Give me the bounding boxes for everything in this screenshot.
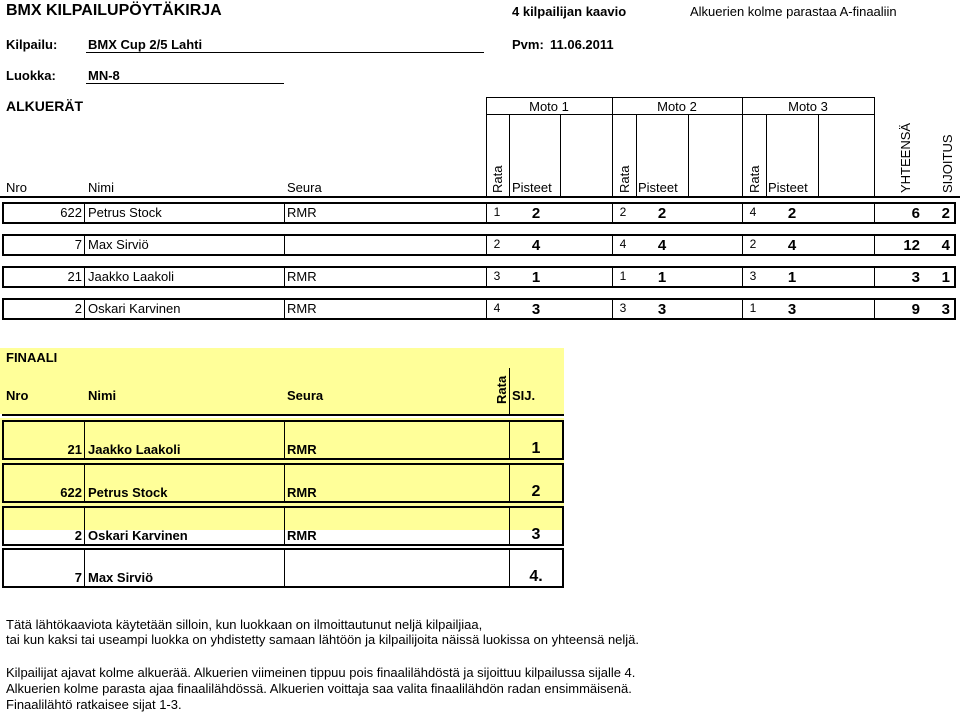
moto1-label: Moto 1 [529, 99, 569, 114]
final-place: 1 [531, 440, 541, 457]
heat-name: Oskari Karvinen [88, 301, 181, 316]
moto-top-border [486, 97, 874, 98]
heat-points-2: 2 [657, 205, 667, 222]
heat-club: RMR [287, 301, 317, 316]
heat-lane-3: 3 [749, 269, 757, 283]
col-points-moto2: Pisteet [638, 180, 678, 195]
heat-row-divider [284, 234, 285, 256]
heat-nro: 622 [60, 205, 82, 220]
final-rule-note: Alkuerien kolme parastaa A-finaaliin [690, 4, 897, 19]
heat-rank: 2 [941, 205, 950, 222]
final-row-box [2, 506, 564, 546]
col-name: Nimi [88, 180, 114, 195]
heat-lane-3: 2 [749, 237, 757, 251]
heat-nro: 7 [74, 237, 82, 252]
final-col-lane: Rata [494, 375, 509, 404]
moto-label-divider [486, 114, 874, 115]
final-club: RMR [287, 528, 317, 543]
final-col-place: SIJ. [512, 388, 536, 403]
final-row-divider [84, 420, 85, 460]
note-5: Finaalilähtö ratkaisee sijat 1-3. [6, 697, 182, 712]
competition-value: BMX Cup 2/5 Lahti [88, 37, 203, 52]
col-lane-moto2: Rata [617, 165, 632, 193]
heat-row-divider [284, 266, 285, 288]
heat-row-divider [284, 298, 285, 320]
final-nro: 622 [60, 485, 82, 500]
final-nro: 21 [67, 442, 82, 457]
vline-moto3-lane [766, 114, 767, 196]
heat-lane-3: 4 [749, 205, 757, 219]
heat-lane-2: 4 [619, 237, 627, 251]
col-total: YHTEENSÄ [898, 122, 913, 193]
vline-moto3-sub [818, 114, 819, 196]
heat-lane-2: 2 [619, 205, 627, 219]
competition-label: Kilpailu: [6, 37, 58, 52]
heats-header-border [0, 196, 960, 198]
final-title: FINAALI [6, 350, 58, 365]
note-2: tai kun kaksi tai useampi luokka on yhdistetty samaan lähtöön ja kilpailijoita näissä luokissa on yhteensä neljä. [6, 632, 640, 647]
vline-moto2-sub [688, 114, 689, 196]
vline-moto1-lane [509, 114, 510, 196]
final-club: RMR [287, 442, 317, 457]
col-lane-moto1: Rata [490, 165, 505, 193]
final-row-divider [509, 420, 510, 460]
final-name: Oskari Karvinen [88, 528, 188, 543]
heat-points-3: 1 [787, 269, 797, 286]
final-col-nro: Nro [6, 388, 29, 403]
date-value: 11.06.2011 [550, 37, 614, 52]
col-club: Seura [287, 180, 322, 195]
heat-row-divider [84, 202, 85, 224]
heat-row-divider [874, 298, 875, 320]
final-place: 2 [531, 483, 541, 500]
note-4: Alkuerien kolme parasta ajaa finaalilähdössä. Alkuerien voittaja saa valita finaalilähdön radan ensimmäisenä. [6, 681, 632, 696]
moto2-label: Moto 2 [657, 99, 697, 114]
col-points-moto3: Pisteet [768, 180, 808, 195]
heat-row-divider [874, 266, 875, 288]
class-label: Luokka: [6, 68, 56, 83]
heat-club: RMR [287, 205, 317, 220]
col-rank: SIJOITUS [940, 134, 955, 193]
final-row-divider [509, 463, 510, 503]
heat-row-divider [84, 298, 85, 320]
heat-nro: 2 [74, 301, 82, 316]
col-nro: Nro [6, 180, 27, 195]
heat-points-1: 2 [531, 205, 541, 222]
bracket-type: 4 kilpailijan kaavio [512, 4, 627, 19]
final-header-border [2, 414, 564, 416]
heat-total: 12 [903, 237, 920, 254]
heat-row-divider [84, 266, 85, 288]
vline-moto3-right [874, 97, 875, 196]
final-nro: 2 [74, 528, 82, 543]
heat-points-1: 4 [531, 237, 541, 254]
heat-name: Petrus Stock [88, 205, 162, 220]
heat-club: RMR [287, 269, 317, 284]
final-lane-vline [509, 368, 510, 414]
competition-underline [86, 52, 484, 53]
final-row-divider [84, 506, 85, 546]
heat-name: Max Sirviö [88, 237, 149, 252]
heat-lane-3: 1 [749, 301, 757, 315]
final-row-divider [284, 420, 285, 460]
heat-lane-1: 4 [493, 301, 501, 315]
heat-points-2: 3 [657, 301, 667, 318]
final-col-name: Nimi [88, 388, 117, 403]
heat-row-divider [84, 234, 85, 256]
heat-row-divider [284, 202, 285, 224]
heat-lane-2: 1 [619, 269, 627, 283]
col-lane-moto3: Rata [747, 165, 762, 193]
heat-rank: 4 [941, 237, 950, 254]
final-header-bg [0, 348, 564, 414]
final-club: RMR [287, 485, 317, 500]
final-nro: 7 [74, 570, 82, 585]
heat-total: 9 [911, 301, 920, 318]
heat-row-divider [874, 234, 875, 256]
document-title: BMX KILPAILUPÖYTÄKIRJA [6, 2, 222, 19]
heat-row-divider [874, 202, 875, 224]
heat-lane-1: 2 [493, 237, 501, 251]
heat-lane-2: 3 [619, 301, 627, 315]
final-name: Jaakko Laakoli [88, 442, 181, 457]
heat-rank: 3 [941, 301, 950, 318]
final-name: Max Sirviö [88, 570, 154, 585]
heat-name: Jaakko Laakoli [88, 269, 174, 284]
final-row-box [2, 548, 564, 588]
final-place: 4. [529, 568, 543, 585]
moto3-label: Moto 3 [788, 99, 828, 114]
heat-points-2: 1 [657, 269, 667, 286]
vline-moto1-sub [560, 114, 561, 196]
heat-points-1: 1 [531, 269, 541, 286]
final-row-divider [284, 463, 285, 503]
final-row-divider [284, 548, 285, 588]
heat-points-2: 4 [657, 237, 667, 254]
note-1: Tätä lähtökaaviota käytetään silloin, kun luokkaan on ilmoittautunut neljä kilpailjiaa, [6, 617, 483, 632]
final-col-club: Seura [287, 388, 324, 403]
class-value: MN-8 [88, 68, 120, 83]
heat-points-3: 4 [787, 237, 797, 254]
heat-lane-1: 3 [493, 269, 501, 283]
final-row-box [2, 420, 564, 460]
heat-total: 3 [911, 269, 920, 286]
final-row-divider [509, 506, 510, 546]
heat-points-3: 2 [787, 205, 797, 222]
heat-rank: 1 [941, 269, 950, 286]
heats-title: ALKUERÄT [6, 98, 83, 114]
final-row-box [2, 463, 564, 503]
heat-nro: 21 [67, 269, 82, 284]
final-row-divider [509, 548, 510, 588]
final-place: 3 [531, 526, 541, 543]
final-name: Petrus Stock [88, 485, 168, 500]
class-underline [86, 83, 284, 84]
col-points-moto1: Pisteet [512, 180, 552, 195]
heat-lane-1: 1 [493, 205, 501, 219]
final-row-divider [84, 548, 85, 588]
heat-total: 6 [911, 205, 920, 222]
note-3: Kilpailijat ajavat kolme alkuerää. Alkuerien viimeinen tippuu pois finaalilähdöstä ja sijoittuu kilpailussa sijalle 4. [6, 665, 636, 680]
heat-points-1: 3 [531, 301, 541, 318]
final-row-divider [84, 463, 85, 503]
date-label: Pvm: [512, 37, 544, 52]
heat-points-3: 3 [787, 301, 797, 318]
vline-moto2-lane [636, 114, 637, 196]
final-row-divider [284, 506, 285, 546]
